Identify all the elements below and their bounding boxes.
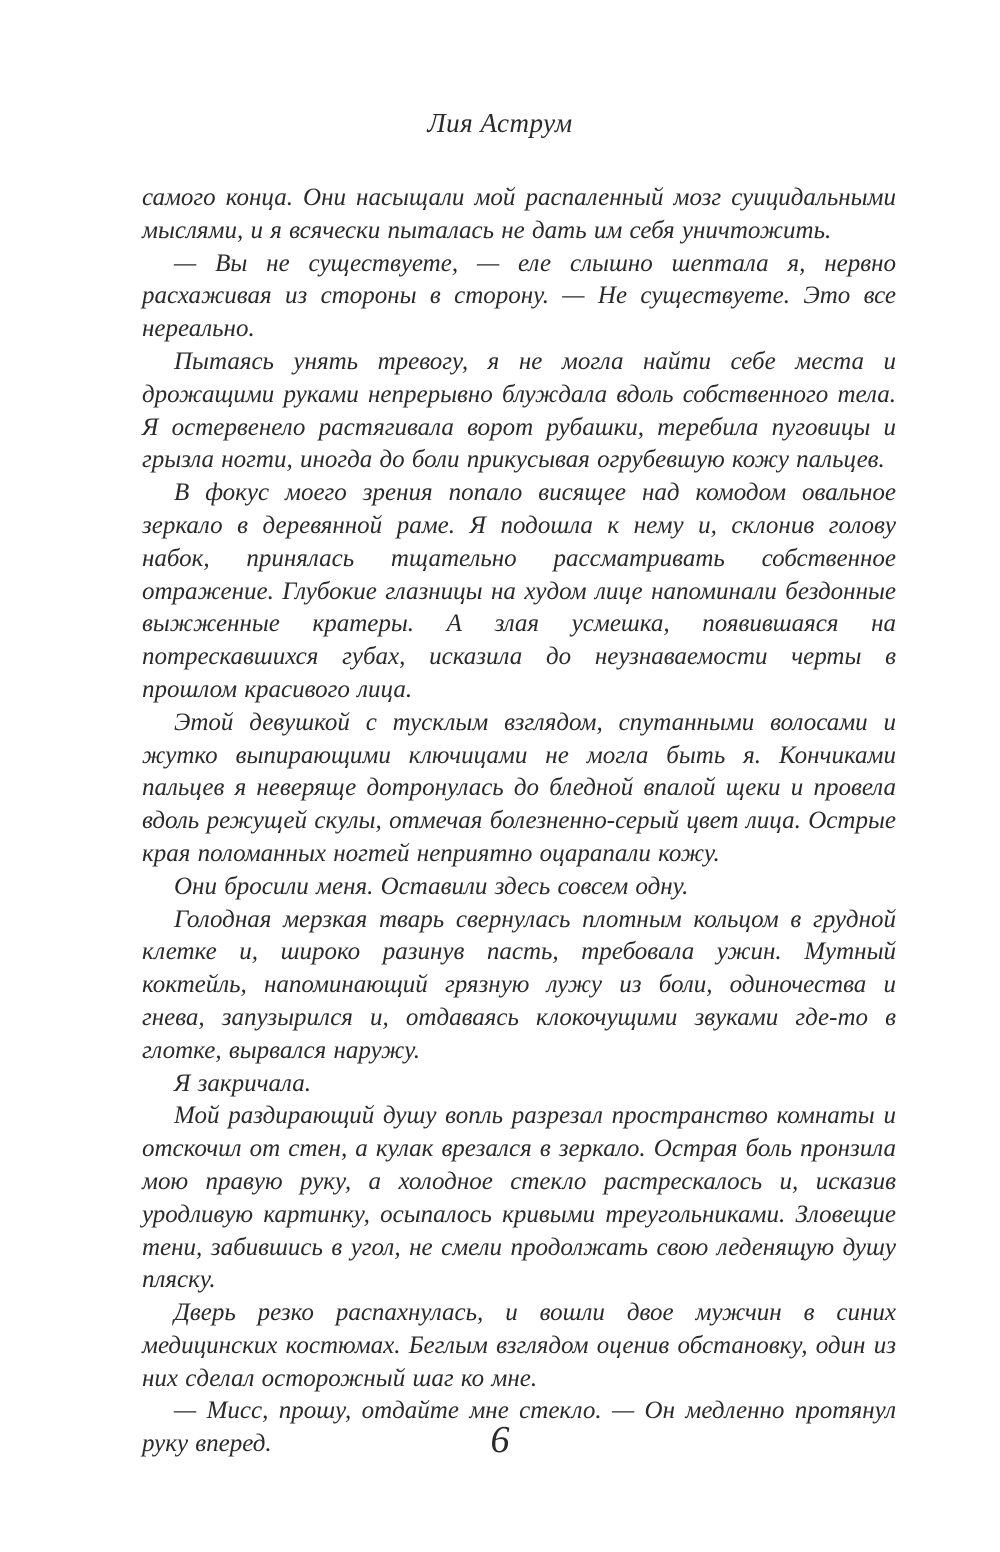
paragraph: Этой девушкой с тусклым взглядом, спутанными волосами и жутко выпирающими ключицами не могла быть я. Кончиками пальцев я неверяще дотронулась до бледной впалой щеки и провела вдоль режущей скулы, отмечая болезненно-серый цвет лица. Острые края поломанных ногтей неприятно оцарапали кожу. <box>142 708 896 867</box>
paragraph: В фокус моего зрения попало висящее над комодом овальное зеркало в деревянной раме. Я подошла к нему и, склонив голову набок, принялась тщательно рассматривать собственное отражение. Глубокие глазницы на худом лице напоминали бездонные выжженные кратеры. А злая усмешка, появившаяся на потрескавшихся губах, исказила до неузнаваемости черты в прошлом красивого лица. <box>142 479 896 703</box>
page-number: 6 <box>490 1419 510 1461</box>
body-text <box>142 182 896 1461</box>
paragraph: Голодная мерзкая тварь свернулась плотным кольцом в грудной клетке и, широко разинув пасть, требовала ужин. Мутный коктейль, напоминающий грязную лужу из боли, одиночества и гнева, запузырился и, отдаваясь клокочущими звуками где-то в глотке, вырвался наружу. <box>142 905 896 1064</box>
paragraph: Мой раздирающий душу вопль разрезал пространство комнаты и отскочил от стен, а кулак врезался в зеркало. Острая боль пронзила мою правую руку, а холодное стекло растрескалось и, исказив уродливую картинку, осыпалось кривыми треугольниками. Зловещие тени, забившись в угол, не смели продолжать свою леденящую душу пляску. <box>142 1102 896 1294</box>
paragraph: самого конца. Они насыщали мой распаленный мозг суицидальными мыслями, и я всячески пыталась не дать им себя уничтожить. <box>142 184 896 244</box>
paragraph: — Вы не существуете, — еле слышно шептала я, нервно расхаживая из стороны в сторону. — Не существуете. Это все нереально. <box>142 249 896 343</box>
paragraph: Дверь резко распахнулась, и вошли двое мужчин в синих медицинских костюмах. Беглым взглядом оценив обстановку, один из них сделал осторожный шаг ко мне. <box>142 1299 896 1392</box>
paragraph: Пытаясь унять тревогу, я не могла найти себе места и дрожащими руками непрерывно блуждала вдоль собственного тела. Я остервенело растягивала ворот рубашки, теребила пуговицы и грызла ногти, иногда до боли прикусывая огрубевшую кожу пальцев. <box>142 347 896 474</box>
paragraph: Я закричала. <box>174 1069 312 1097</box>
paragraph: — Мисс, прошу, отдайте мне стекло. — Он медленно протянул руку вперед. <box>142 1397 896 1458</box>
paragraph: Они бросили меня. Оставили здесь совсем одну. <box>174 872 689 900</box>
running-head-author: Лия Аструм <box>427 108 573 138</box>
